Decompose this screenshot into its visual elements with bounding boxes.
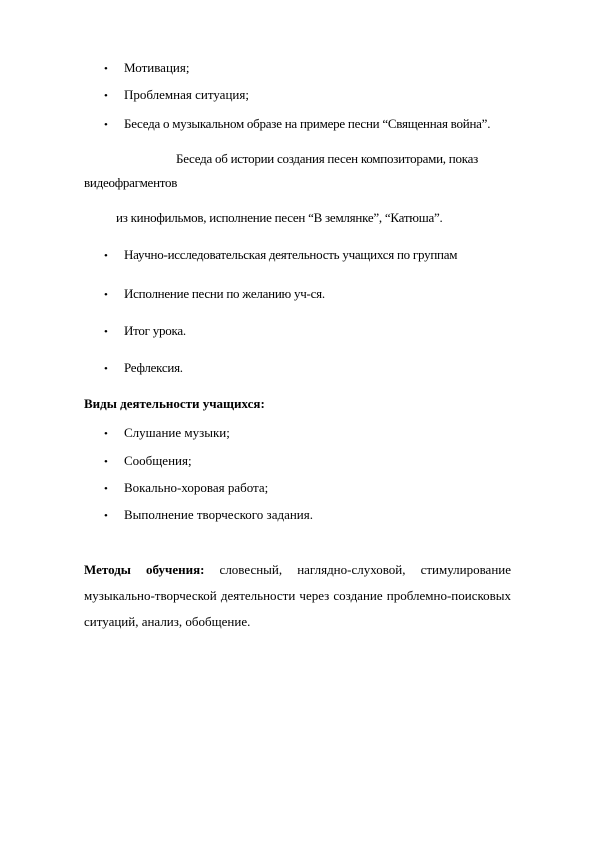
list-item-text: Проблемная ситуация; (124, 87, 249, 102)
list-item-text: Рефлексия. (124, 360, 183, 375)
list-item-text: Исполнение песни по желанию уч-ся. (124, 286, 325, 301)
bullet-icon: • (104, 428, 108, 440)
activities-heading: Виды деятельности учащихся: (84, 396, 265, 411)
bullet-icon: • (104, 119, 108, 131)
list-item (104, 60, 189, 77)
list-item-text: Сообщения; (124, 453, 192, 468)
bullet-icon: • (104, 250, 108, 262)
list-item-text: Научно-исследовательская деятельность учащихся по группам (124, 247, 458, 262)
list-item (104, 507, 313, 524)
methods-paragraph (84, 557, 511, 635)
bullet-icon: • (104, 63, 108, 75)
list-item (104, 480, 268, 497)
bullet-icon: • (104, 289, 108, 301)
list-item-text: Беседа о музыкальном образе на примере песни “Священная война”. (124, 116, 491, 131)
list-item (104, 116, 490, 133)
list-item (104, 425, 230, 442)
list-item-text: Слушание музыки; (124, 425, 230, 440)
bullet-icon: • (104, 510, 108, 522)
bullet-icon: • (104, 483, 108, 495)
methods-text: словесный, наглядно-слуховой, стимулирование музыкально-творческой деятельности через создание проблемно-поисковых ситуаций, анализ, обобщение. (84, 562, 511, 629)
bullet-icon: • (104, 326, 108, 338)
history-line-3: из кинофильмов, исполнение песен “В землянке”, “Катюша”. (116, 210, 443, 225)
list-item-text: Мотивация; (124, 60, 190, 75)
list-item (104, 87, 249, 104)
methods-label: Методы обучения: (84, 562, 205, 577)
list-item (104, 453, 192, 470)
list-item (104, 286, 325, 303)
list-item (104, 360, 183, 377)
bullet-icon: • (104, 363, 108, 375)
history-line-1: Беседа об истории создания песен композиторами, показ (176, 151, 479, 166)
bullet-icon: • (104, 456, 108, 468)
bullet-icon: • (104, 90, 108, 102)
list-item-text: Вокально-хоровая работа; (124, 480, 269, 495)
history-line-2: видеофрагментов (84, 175, 178, 190)
list-item-text: Итог урока. (124, 323, 186, 338)
list-item (104, 323, 186, 340)
list-item-text: Выполнение творческого задания. (124, 507, 313, 522)
list-item (104, 247, 457, 264)
